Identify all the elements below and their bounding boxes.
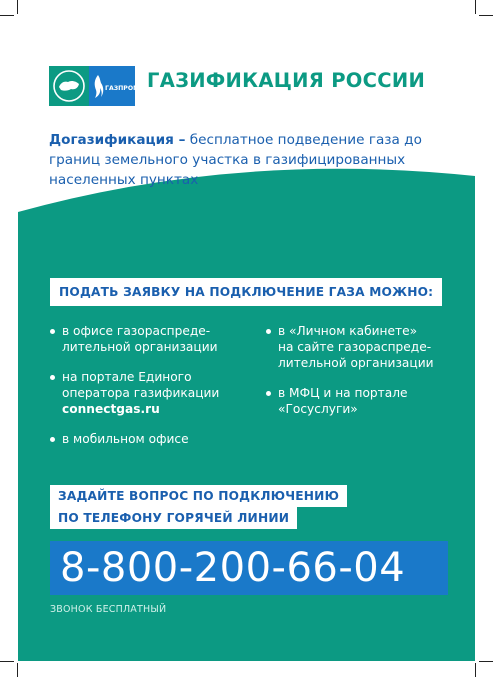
apply-list-right	[265, 323, 434, 431]
gazprom-logo	[89, 66, 140, 106]
intro-bold: Догазификация –	[49, 132, 186, 148]
intro-body: бесплатное подведение газа до границ земельного участка в газифицированных населенных пунктах	[49, 132, 422, 188]
flyer-sheet	[18, 16, 475, 661]
russia-map-emblem-icon	[49, 66, 89, 106]
hotline-phone: 8-800-200-66-04	[50, 541, 448, 595]
crop-mark	[475, 0, 476, 14]
crop-mark	[479, 15, 493, 16]
apply-heading: ПОДАТЬ ЗАЯВКУ НА ПОДКЛЮЧЕНИЕ ГАЗА МОЖНО:	[50, 278, 442, 306]
connectgas-link: connectgas.ru	[62, 402, 160, 416]
bullet-icon	[266, 391, 271, 396]
page-title: ГАЗИФИКАЦИЯ РОССИИ	[147, 69, 426, 92]
apply-list-left	[49, 323, 219, 461]
list-item: в офисе газораспреде- лительной организации	[49, 323, 219, 355]
crop-mark	[17, 0, 18, 14]
list-item: в МФЦ и на портале «Госуслуги»	[265, 385, 434, 417]
logos	[49, 66, 140, 118]
crop-mark	[479, 661, 493, 662]
list-item: в «Личном кабинете» на сайте газораспреде- лительной организации	[265, 323, 434, 371]
free-call-note: ЗВОНОК БЕСПЛАТНЫЙ	[50, 604, 167, 615]
hotline-heading-line-1: ЗАДАЙТЕ ВОПРОС ПО ПОДКЛЮЧЕНИЮ	[50, 485, 347, 507]
bullet-icon	[50, 437, 55, 442]
list-item: в мобильном офисе	[49, 431, 219, 447]
crop-mark	[475, 663, 476, 677]
intro-text	[49, 130, 459, 190]
gazprom-flame-icon	[95, 75, 104, 98]
bullet-icon	[50, 329, 55, 334]
crop-mark	[0, 15, 14, 16]
hotline-heading-line-2: ПО ТЕЛЕФОНУ ГОРЯЧЕЙ ЛИНИИ	[50, 507, 297, 529]
crop-mark	[0, 661, 14, 662]
crop-mark	[17, 663, 18, 677]
list-item: на портале Единого оператора газификации connectgas.ru	[49, 369, 219, 417]
bullet-icon	[50, 375, 55, 380]
svg-text:ГАЗПРОМ: ГАЗПРОМ	[105, 85, 140, 92]
bullet-icon	[266, 329, 271, 334]
